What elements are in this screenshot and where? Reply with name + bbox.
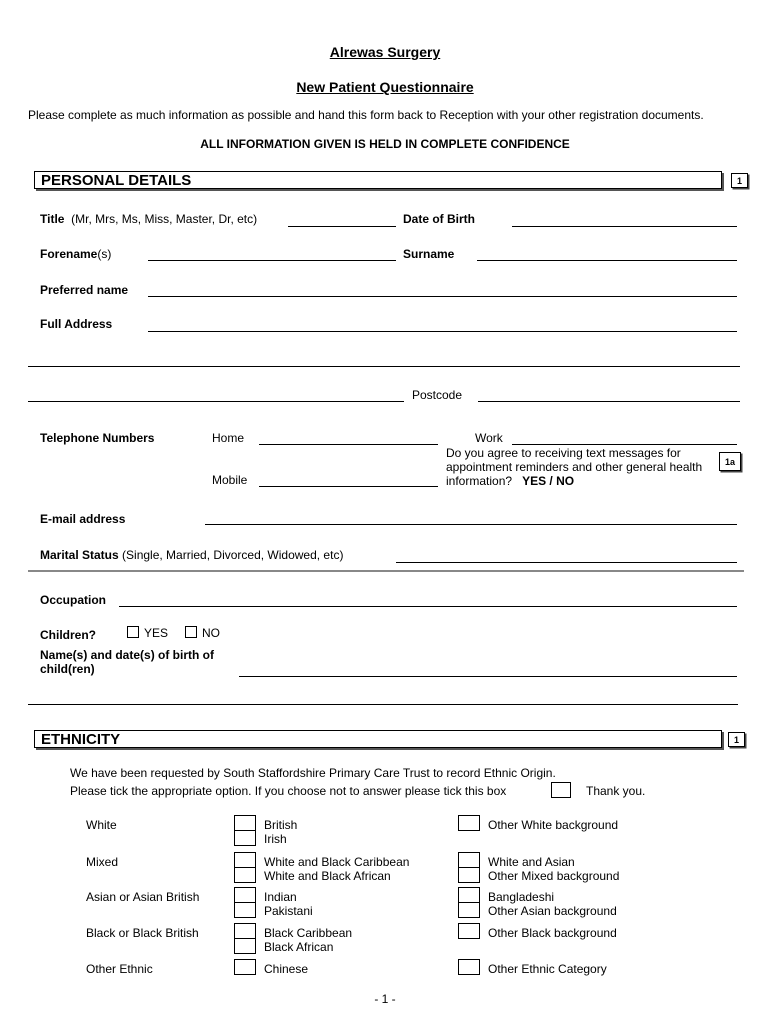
option-label: White and Black Caribbean bbox=[264, 855, 410, 869]
form-title: New Patient Questionnaire bbox=[296, 79, 474, 95]
thank-you-text: Thank you. bbox=[586, 784, 646, 798]
chinese-checkbox[interactable] bbox=[234, 959, 256, 975]
indian-checkbox[interactable] bbox=[234, 887, 256, 903]
address-field-line2[interactable] bbox=[28, 366, 740, 367]
work-phone-label: Work bbox=[475, 431, 503, 445]
option-label: Pakistani bbox=[264, 904, 313, 918]
postcode-field[interactable] bbox=[478, 401, 740, 402]
children-names-field-line2[interactable] bbox=[28, 704, 738, 705]
option-label: Bangladeshi bbox=[488, 890, 555, 904]
address-field-line3[interactable] bbox=[28, 401, 404, 402]
forename-field[interactable] bbox=[148, 260, 396, 261]
pakistani-checkbox[interactable] bbox=[234, 902, 256, 918]
occupation-field[interactable] bbox=[119, 606, 737, 607]
other-mixed-checkbox[interactable] bbox=[458, 867, 480, 883]
black-african-checkbox[interactable] bbox=[234, 938, 256, 954]
option-label: Black African bbox=[264, 940, 334, 954]
group-asian-label: Asian or Asian British bbox=[86, 890, 200, 904]
children-no-option[interactable]: NO bbox=[185, 626, 220, 640]
irish-checkbox[interactable] bbox=[234, 830, 256, 846]
other-asian-checkbox[interactable] bbox=[458, 902, 480, 918]
divider bbox=[28, 570, 744, 572]
option-label: Other Ethnic Category bbox=[488, 962, 607, 976]
preferred-name-field[interactable] bbox=[148, 296, 737, 297]
intro-text: Please complete as much information as possible and hand this form back to Reception with your other registration documents. bbox=[28, 108, 704, 122]
preferred-name-label: Preferred name bbox=[40, 283, 129, 297]
option-label: White and Black African bbox=[264, 869, 391, 883]
section-number-badge: 1 bbox=[731, 173, 748, 188]
mobile-label: Mobile bbox=[212, 473, 248, 487]
other-white-checkbox[interactable] bbox=[458, 815, 480, 831]
group-black-label: Black or Black British bbox=[86, 926, 199, 940]
option-label: Irish bbox=[264, 832, 287, 846]
title-label: Title (Mr, Mrs, Ms, Miss, Master, Dr, etc) bbox=[40, 212, 258, 226]
other-black-checkbox[interactable] bbox=[458, 923, 480, 939]
option-label: Other White background bbox=[488, 818, 619, 832]
option-label: Other Mixed background bbox=[488, 869, 620, 883]
ethnicity-intro-line1: We have been requested by South Staffordshire Primary Care Trust to record Ethnic Origin. bbox=[70, 766, 556, 780]
children-names-label: Name(s) and date(s) of birth of child(ren) bbox=[40, 648, 215, 676]
other-ethnic-checkbox[interactable] bbox=[458, 959, 480, 975]
page-number: - 1 - bbox=[374, 992, 396, 1006]
children-names-field-line1[interactable] bbox=[239, 676, 737, 677]
black-caribbean-checkbox[interactable] bbox=[234, 923, 256, 939]
ethnicity-badge: 1 bbox=[728, 732, 745, 747]
title-field[interactable] bbox=[288, 226, 396, 227]
ethnicity-intro-line2: Please tick the appropriate option. If you choose not to answer please tick this box bbox=[70, 784, 507, 798]
marital-status-label: Marital Status (Single, Married, Divorced, Widowed, etc) bbox=[40, 548, 344, 562]
group-mixed-label: Mixed bbox=[86, 855, 119, 869]
personal-details-heading: PERSONAL DETAILS bbox=[34, 171, 722, 189]
surname-label: Surname bbox=[403, 247, 455, 261]
sms-consent-text: Do you agree to receiving text messages for appointment reminders and other general health information? YES / NO bbox=[446, 446, 703, 488]
telephone-label: Telephone Numbers bbox=[40, 431, 155, 445]
group-other-label: Other Ethnic bbox=[86, 962, 153, 976]
email-field[interactable] bbox=[205, 524, 737, 525]
confidential-note: ALL INFORMATION GIVEN IS HELD IN COMPLETE CONFIDENCE bbox=[200, 137, 570, 151]
mobile-field[interactable] bbox=[259, 486, 438, 487]
children-yes-option[interactable]: YES bbox=[127, 626, 168, 640]
children-label: Children? bbox=[40, 628, 96, 642]
option-label: British bbox=[264, 818, 298, 832]
option-label: Other Asian background bbox=[488, 904, 617, 918]
white-black-african-checkbox[interactable] bbox=[234, 867, 256, 883]
address-field-line1[interactable] bbox=[148, 331, 737, 332]
home-phone-field[interactable] bbox=[259, 444, 438, 445]
address-label: Full Address bbox=[40, 317, 113, 331]
option-label: Chinese bbox=[264, 962, 309, 976]
dob-label: Date of Birth bbox=[403, 212, 475, 226]
bangladeshi-checkbox[interactable] bbox=[458, 887, 480, 903]
forename-label: Forename(s) bbox=[40, 247, 112, 261]
postcode-label: Postcode bbox=[412, 388, 463, 402]
email-label: E-mail address bbox=[40, 512, 126, 526]
home-phone-label: Home bbox=[212, 431, 245, 445]
white-black-caribbean-checkbox[interactable] bbox=[234, 852, 256, 868]
white-asian-checkbox[interactable] bbox=[458, 852, 480, 868]
marital-status-field[interactable] bbox=[396, 562, 737, 563]
sms-badge: 1a bbox=[719, 452, 741, 471]
group-white-label: White bbox=[86, 818, 117, 832]
dob-field[interactable] bbox=[512, 226, 737, 227]
option-label: White and Asian bbox=[488, 855, 575, 869]
surgery-name: Alrewas Surgery bbox=[329, 44, 441, 60]
option-label: Indian bbox=[264, 890, 297, 904]
british-checkbox[interactable] bbox=[234, 815, 256, 831]
occupation-label: Occupation bbox=[40, 593, 107, 607]
children-no-checkbox[interactable] bbox=[185, 626, 197, 638]
ethnicity-heading: ETHNICITY bbox=[34, 730, 722, 748]
surname-field[interactable] bbox=[477, 260, 737, 261]
decline-checkbox[interactable] bbox=[551, 782, 571, 798]
work-phone-field[interactable] bbox=[512, 444, 737, 445]
option-label: Black Caribbean bbox=[264, 926, 353, 940]
children-yes-checkbox[interactable] bbox=[127, 626, 139, 638]
option-label: Other Black background bbox=[488, 926, 617, 940]
